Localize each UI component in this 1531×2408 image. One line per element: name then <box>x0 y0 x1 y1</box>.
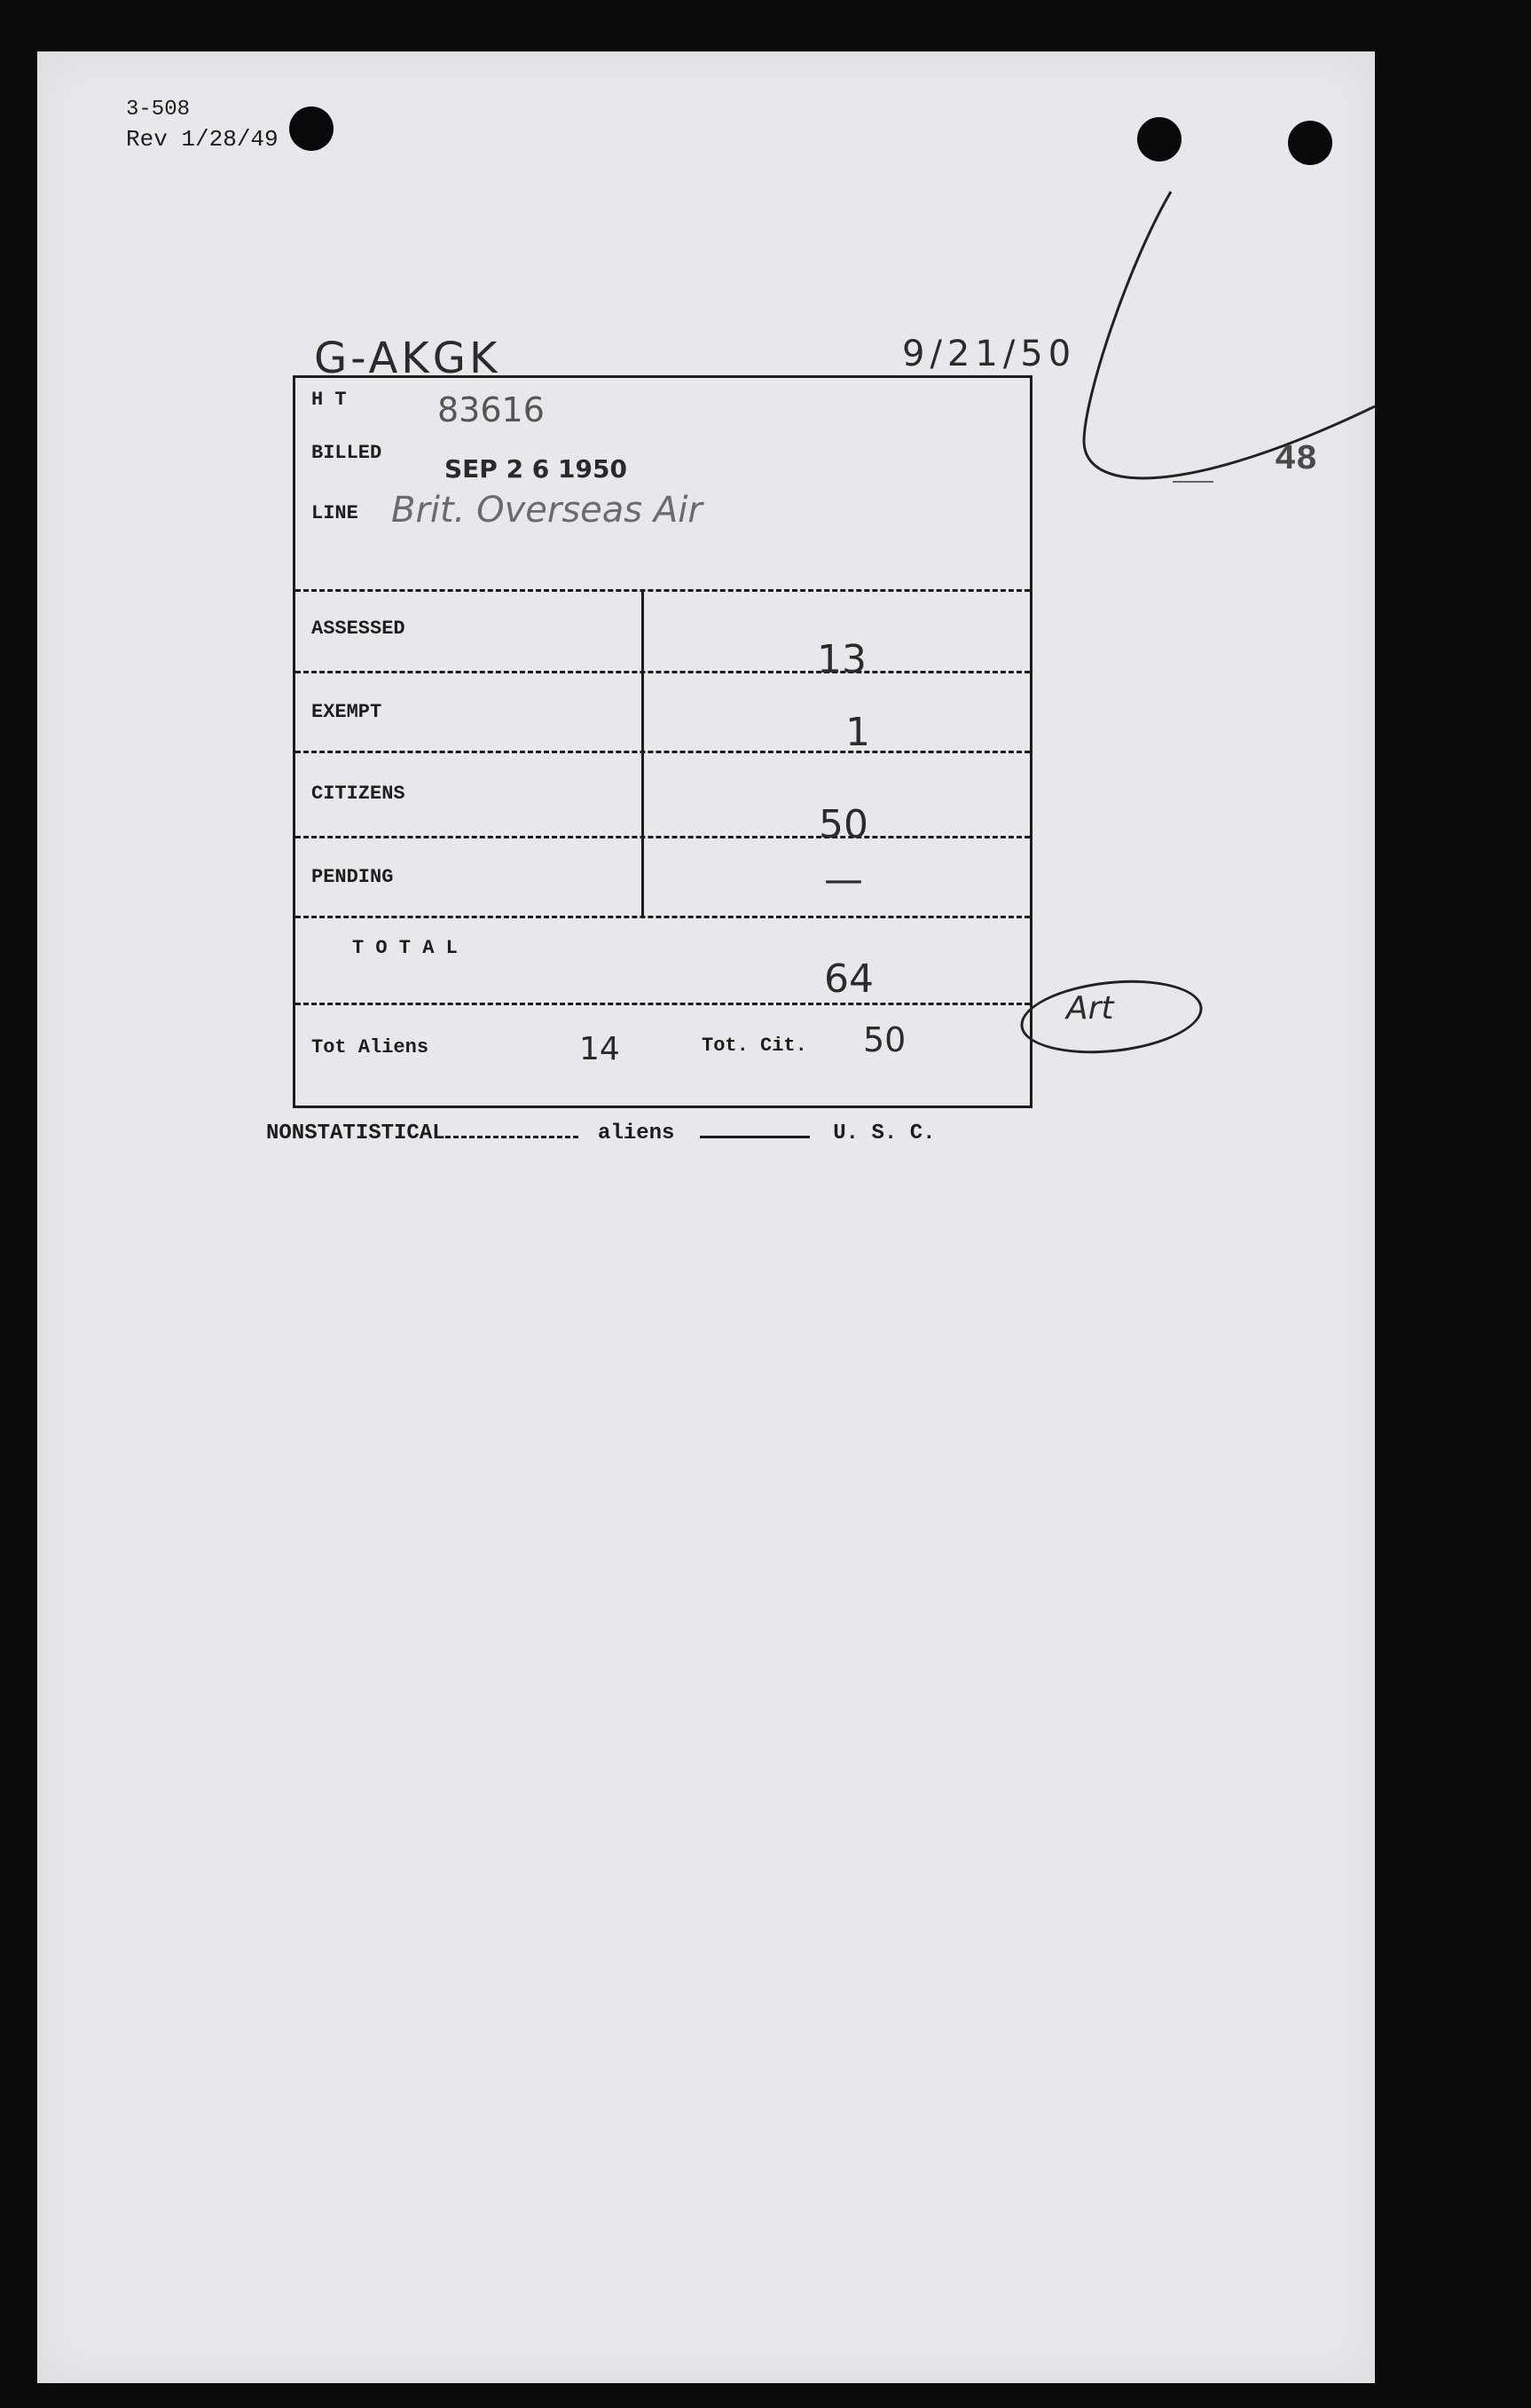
row-label-assessed: ASSESSED <box>311 618 405 640</box>
tot-aliens-value: 14 <box>579 1031 620 1067</box>
row-divider <box>295 836 1030 838</box>
tally-form <box>293 375 1032 1108</box>
document-page <box>37 51 1375 2383</box>
row-label-citizens: CITIZENS <box>311 783 405 805</box>
row-value-exempt: 1 <box>845 710 870 755</box>
tot-aliens-label: Tot Aliens <box>311 1036 429 1058</box>
row-divider <box>295 671 1030 673</box>
dash-mark <box>1173 481 1213 483</box>
nonstat-blank <box>445 1136 578 1138</box>
nonstatistical-line <box>266 1121 936 1145</box>
tot-cit-label: Tot. Cit. <box>702 1035 807 1057</box>
line-value: Brit. Overseas Air <box>391 490 703 531</box>
pen-curve-mark <box>1031 149 1386 522</box>
row-divider <box>295 1003 1030 1005</box>
row-value-assessed: 13 <box>817 637 867 682</box>
row-value-citizens: 50 <box>819 802 868 847</box>
total-value: 64 <box>824 956 874 1002</box>
row-divider <box>295 589 1030 592</box>
total-label: T O T A L <box>352 937 458 959</box>
usc-label: U. S. C. <box>833 1121 936 1145</box>
punch-hole <box>289 106 334 151</box>
initials: Art <box>1066 990 1114 1027</box>
billed-label: BILLED <box>311 442 382 464</box>
column-divider <box>641 589 644 916</box>
row-divider <box>295 751 1030 753</box>
row-label-pending: PENDING <box>311 866 394 888</box>
row-value-pending: — <box>824 857 863 902</box>
aliens-label: aliens <box>598 1121 675 1145</box>
record-date: 9/21/50 <box>902 334 1077 374</box>
registration-mark: G-AKGK <box>314 334 501 383</box>
form-revision: Rev 1/28/49 <box>126 126 279 153</box>
line-label: LINE <box>311 502 358 524</box>
tot-cit-value: 50 <box>863 1020 907 1059</box>
ht-label: H T <box>311 389 347 411</box>
ht-number: 83616 <box>437 390 545 429</box>
form-number: 3-508 <box>126 98 191 122</box>
page-number: 48 <box>1275 440 1318 480</box>
aliens-blank <box>700 1136 810 1138</box>
nonstat-label: NONSTATISTICAL <box>266 1121 445 1145</box>
row-divider <box>295 916 1030 918</box>
billed-stamp: SEP 2 6 1950 <box>444 454 627 484</box>
row-label-exempt: EXEMPT <box>311 701 382 723</box>
